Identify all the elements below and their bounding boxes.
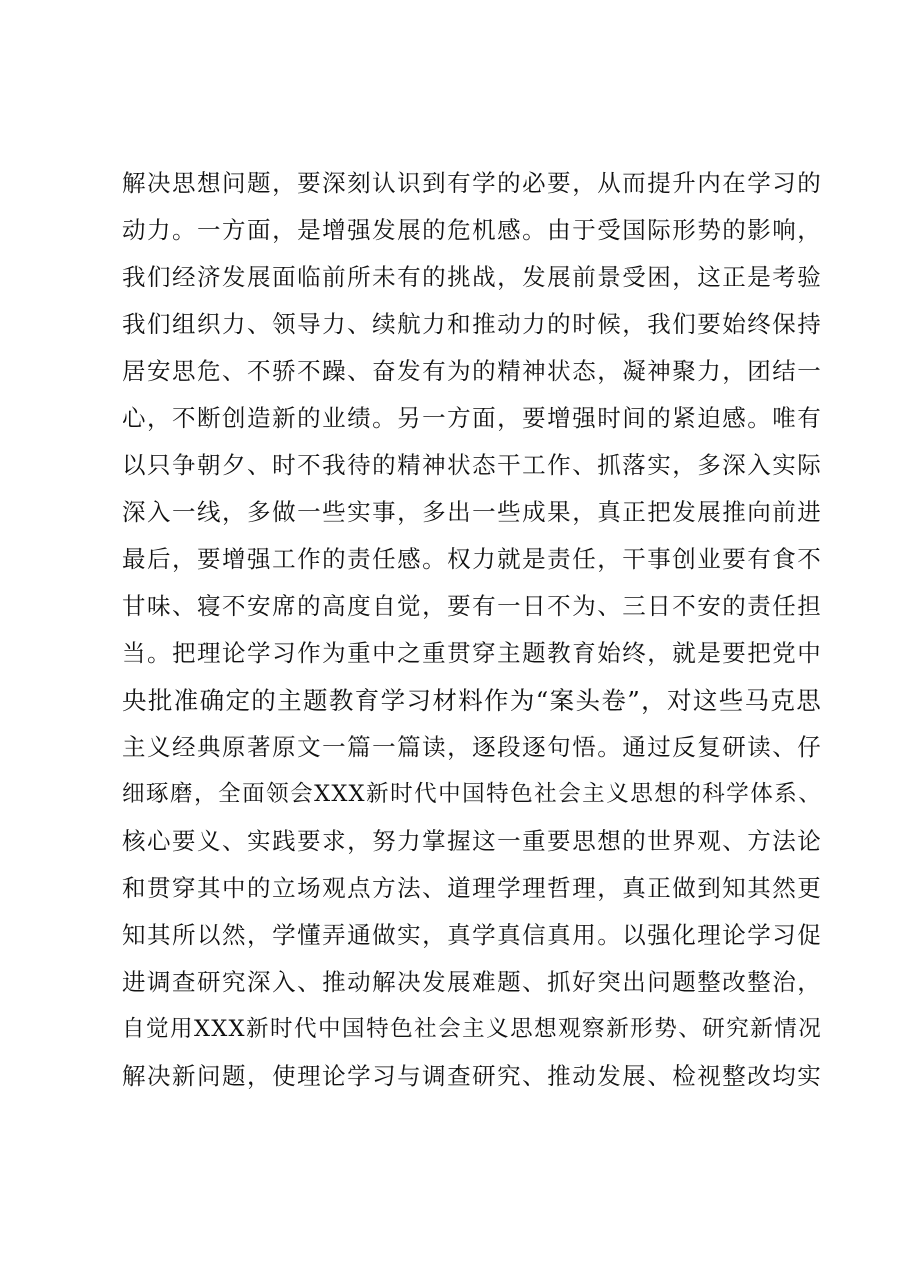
text-line: 深入一线，多做一些实事，多出一些成果，真正把发展推向前进 (122, 498, 822, 526)
text-line: 自觉用XXX新时代中国特色社会主义思想观察新形势、研究新情况 (122, 1016, 822, 1042)
text-line: 我们组织力、领导力、续航力和推动力的时候，我们要始终保持 (122, 310, 822, 338)
body-text (122, 160, 822, 1100)
text-line: 最后，要增强工作的责任感。权力就是责任，干事创业要有食不 (122, 545, 822, 573)
text-line: 核心要义、实践要求，努力掌握这一重要思想的世界观、方法论 (122, 827, 822, 855)
text-line: 解决思想问题，要深刻认识到有学的必要，从而提升内在学习的 (122, 169, 822, 197)
text-line: 以只争朝夕、时不我待的精神状态干工作、抓落实，多深入实际 (122, 451, 822, 479)
text-line: 我们经济发展面临前所未有的挑战，发展前景受困，这正是考验 (122, 263, 822, 291)
text-line: 解决新问题，使理论学习与调查研究、推动发展、检视整改均实 (122, 1062, 822, 1090)
text-line: 动力。一方面，是增强发展的危机感。由于受国际形势的影响， (122, 216, 822, 244)
text-line: 知其所以然，学懂弄通做实，真学真信真用。以强化理论学习促 (122, 921, 822, 949)
text-line: 央批准确定的主题教育学习材料作为“案头卷”，对这些马克思 (122, 686, 822, 715)
text-line: 当。把理论学习作为重中之重贯穿主题教育始终，就是要把党中 (122, 639, 822, 667)
text-line: 甘味、寝不安席的高度自觉，要有一日不为、三日不安的责任担 (122, 592, 822, 620)
text-line: 和贯穿其中的立场观点方法、道理学理哲理，真正做到知其然更 (122, 874, 822, 902)
text-line: 进调查研究深入、推动解决发展难题、抓好突出问题整改整治， (122, 968, 822, 996)
text-line: 心，不断创造新的业绩。另一方面，要增强时间的紧迫感。唯有 (122, 404, 822, 432)
text-line: 居安思危、不骄不躁、奋发有为的精神状态，凝神聚力，团结一 (122, 357, 822, 385)
text-line: 细琢磨，全面领会XXX新时代中国特色社会主义思想的科学体系、 (122, 781, 822, 807)
text-line: 主义经典原著原文一篇一篇读，逐段逐句悟。通过反复研读、仔 (122, 733, 822, 761)
